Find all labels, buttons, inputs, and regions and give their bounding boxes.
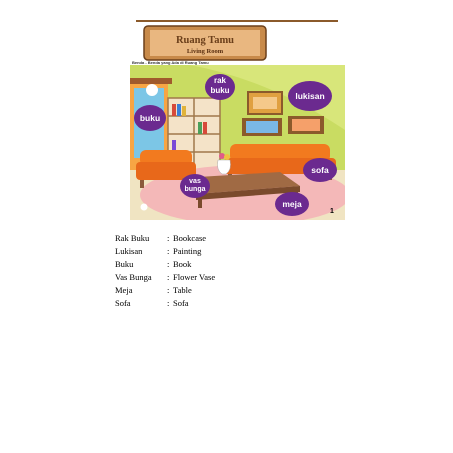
vocabulary-term: Rak Buku — [115, 233, 150, 243]
vocabulary-definition: Sofa — [173, 298, 189, 308]
label-buku: buku — [139, 113, 161, 123]
vocabulary-row — [115, 245, 215, 258]
vocabulary-separator: : — [167, 246, 170, 256]
vocabulary-separator: : — [167, 259, 170, 269]
label-lukisan: lukisan — [295, 91, 325, 101]
vocabulary-term: Sofa — [115, 298, 131, 308]
title-sign — [136, 20, 338, 60]
vocabulary-row — [115, 297, 215, 310]
vocabulary-term: Vas Bunga — [115, 272, 152, 282]
sign-title: Ruang Tamu — [175, 35, 235, 46]
bubble-vas-bunga — [180, 174, 210, 198]
sign-subtitle: Living Room — [186, 48, 224, 55]
page-number: 1 — [330, 208, 334, 215]
bubble-sofa — [303, 158, 337, 182]
illustration-artwork — [130, 20, 345, 220]
watermark-icon — [141, 204, 148, 211]
vocabulary-separator: : — [167, 298, 170, 308]
vocabulary-term: Buku — [115, 259, 134, 269]
bubble-rak-buku — [205, 74, 235, 100]
vocabulary-definition: Flower Vase — [173, 272, 216, 282]
bubble-meja — [275, 192, 309, 216]
vocabulary-separator: : — [167, 285, 170, 295]
vocabulary-definition: Table — [173, 285, 192, 295]
label-buku-line: buku — [210, 86, 230, 95]
curtain-rod — [130, 78, 172, 84]
vocabulary-definition: Bookcase — [173, 233, 207, 243]
vocabulary-separator: : — [167, 233, 170, 243]
living-room-illustration — [130, 20, 345, 220]
flower-vase — [218, 153, 231, 174]
label-meja: meja — [282, 199, 302, 209]
vocabulary-list — [115, 232, 215, 310]
illustration-caption: Benda - Benda yang Ada di Ruang Tamu — [132, 60, 209, 65]
vocabulary-definition: Painting — [173, 246, 202, 256]
vocabulary-term: Meja — [115, 285, 133, 295]
label-bunga: bunga — [184, 186, 206, 193]
vocabulary-row — [115, 271, 215, 284]
vocabulary-term: Lukisan — [115, 246, 143, 256]
vocabulary-row — [115, 232, 215, 245]
lamp — [146, 84, 158, 96]
label-vas: vas — [189, 178, 201, 185]
vocabulary-row — [115, 258, 215, 271]
vocabulary-definition: Book — [173, 259, 192, 269]
bubble-buku — [134, 105, 166, 131]
bubble-lukisan — [288, 81, 332, 111]
label-sofa: sofa — [311, 165, 329, 175]
vocabulary-row — [115, 284, 215, 297]
label-rak: rak — [213, 76, 227, 85]
vocabulary-separator: : — [167, 272, 170, 282]
